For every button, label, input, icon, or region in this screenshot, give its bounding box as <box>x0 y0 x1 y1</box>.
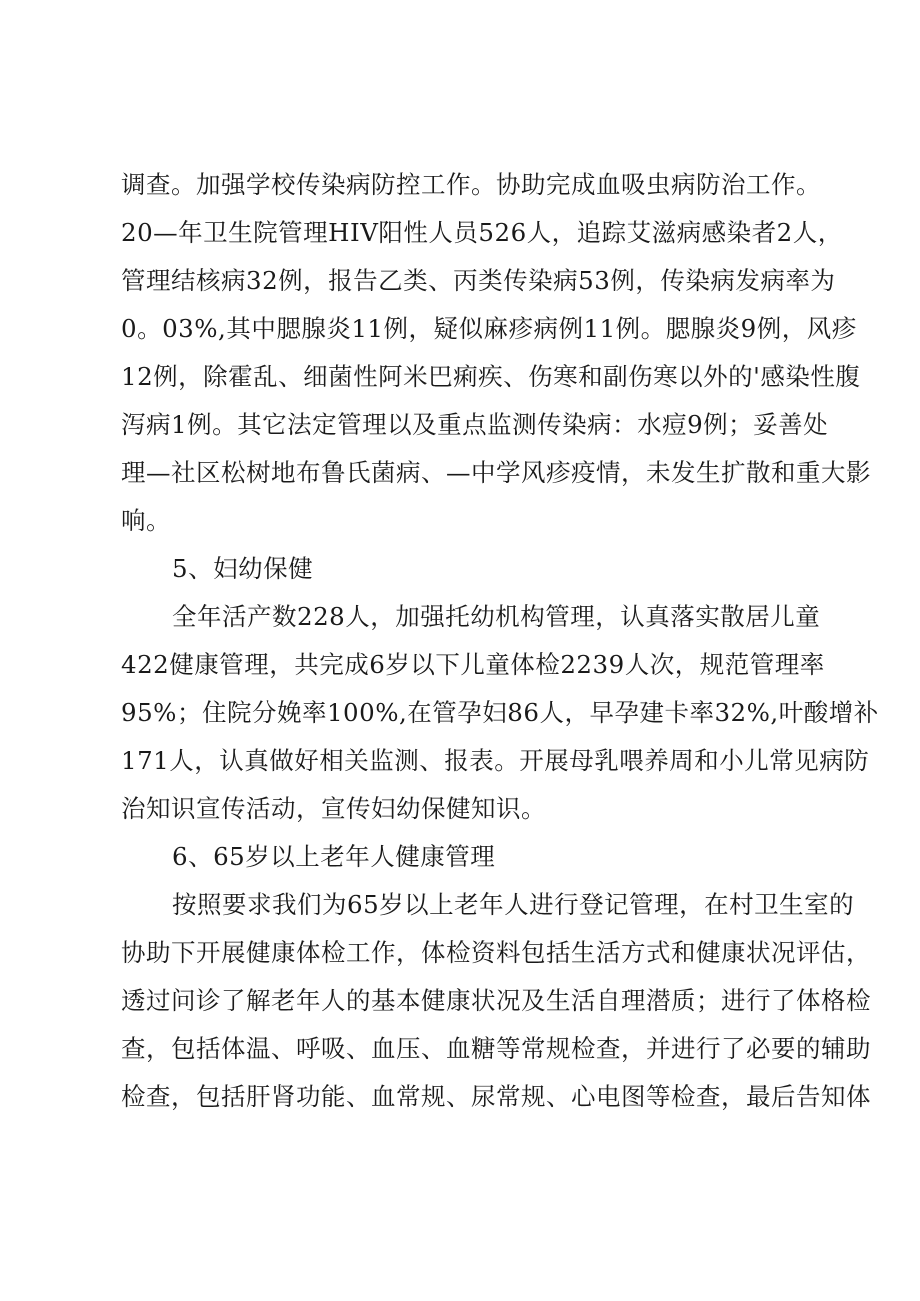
text-line: 12例，除霍乱、细菌性阿米巴痢疾、伤寒和副伤寒以外的'感染性腹 <box>121 362 861 391</box>
text-line: 查，包括体温、呼吸、血压、血糖等常规检查，并进行了必要的辅助 <box>121 1034 871 1063</box>
text-line: 422健康管理，共完成6岁以下儿童体检2239人次，规范管理率 <box>121 650 825 679</box>
text-line: 检查，包括肝肾功能、血常规、尿常规、心电图等检查，最后告知体 <box>121 1082 871 1111</box>
text-line: 治知识宣传活动，宣传妇幼保健知识。 <box>121 794 546 823</box>
text-line: 响。 <box>121 506 171 535</box>
text-line: 泻病1例。其它法定管理以及重点监测传染病：水痘9例；妥善处 <box>121 410 829 439</box>
text-line: 20—年卫生院管理HIV阳性人员526人，追踪艾滋病感染者2人， <box>121 218 843 247</box>
section-heading: 6、65岁以上老年人健康管理 <box>172 842 496 871</box>
text-line: 全年活产数228人，加强托幼机构管理，认真落实散居儿童 <box>172 602 821 631</box>
text-line: 管理结核病32例，报告乙类、丙类传染病53例，传染病发病率为 <box>121 266 836 295</box>
text-line: 协助下开展健康体检工作，体检资料包括生活方式和健康状况评估， <box>121 938 871 967</box>
text-line: 理—社区松树地布鲁氏菌病、—中学风疹疫情，未发生扩散和重大影 <box>121 458 871 487</box>
text-line: 95%；住院分娩率100%,在管孕妇86人，早孕建卡率32%,叶酸增补 <box>121 698 879 727</box>
text-line: 0。03%,其中腮腺炎11例，疑似麻疹病例11例。腮腺炎9例，风疹 <box>121 314 857 343</box>
text-line: 按照要求我们为65岁以上老年人进行登记管理，在村卫生室的 <box>172 890 855 919</box>
text-line: 171人，认真做好相关监测、报表。开展母乳喂养周和小儿常见病防 <box>121 746 870 775</box>
text-line: 透过问诊了解老年人的基本健康状况及生活自理潜质；进行了体格检 <box>121 986 871 1015</box>
section-heading: 5、妇幼保健 <box>172 554 314 583</box>
text-line: 调查。加强学校传染病防控工作。协助完成血吸虫病防治工作。 <box>121 170 821 199</box>
